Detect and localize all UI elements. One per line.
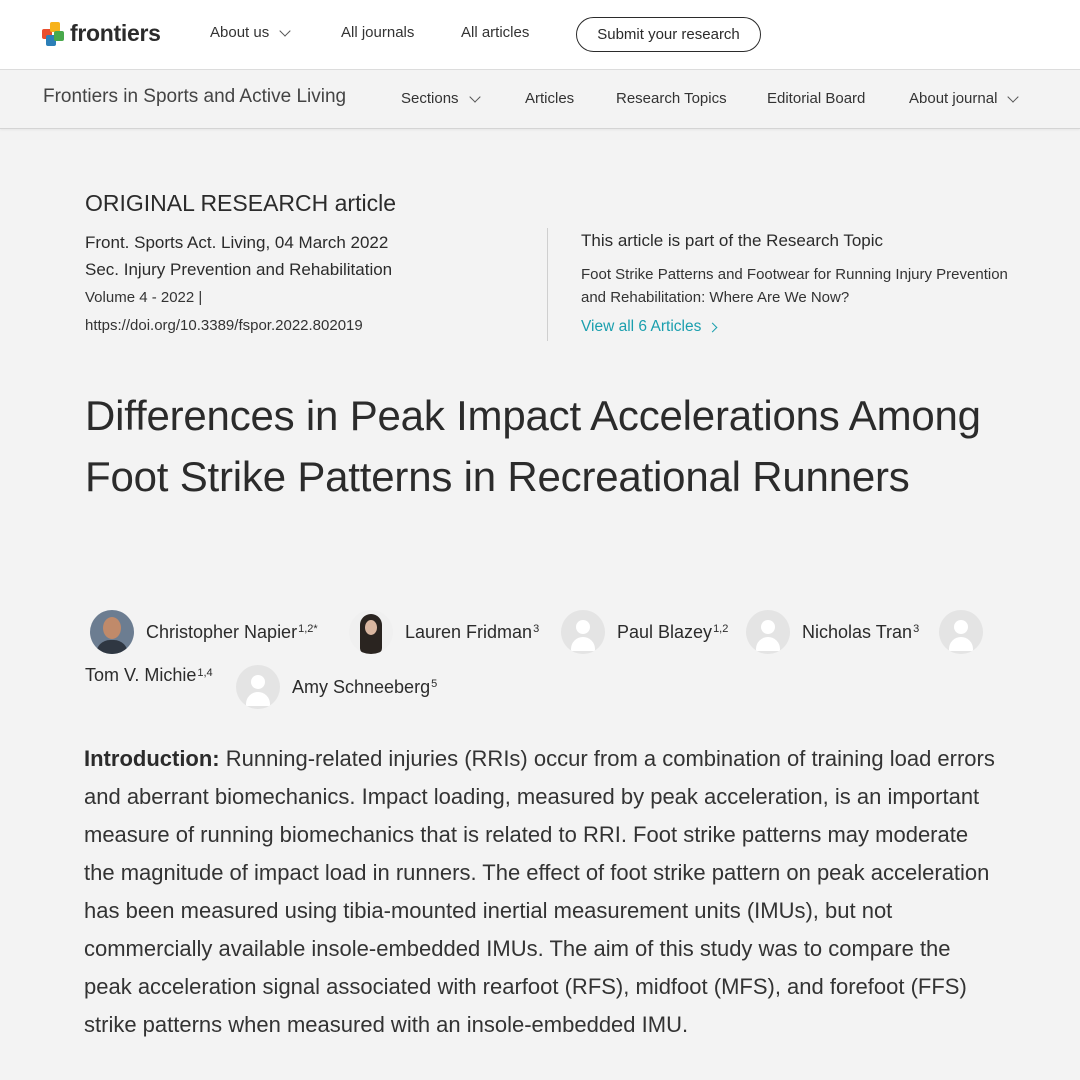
article-section[interactable]: Sec. Injury Prevention and Rehabilitation <box>85 260 393 279</box>
research-topic-heading: This article is part of the Research Topic <box>581 231 884 250</box>
journal-title[interactable]: Frontiers in Sports and Active Living <box>43 86 347 107</box>
chevron-down-icon <box>1008 91 1019 102</box>
journal-nav-sections[interactable] <box>401 90 479 107</box>
nav-about-us-label: About us <box>210 24 270 41</box>
author-christopher-napier[interactable] <box>90 610 318 654</box>
article-citation: Front. Sports Act. Living, 04 March 2022 <box>85 233 389 252</box>
author-affiliation: 1,2 <box>713 623 729 635</box>
author-affiliation: 3 <box>533 623 540 635</box>
journal-nav-bar <box>0 70 1080 129</box>
author-affiliation: 1,2* <box>298 623 318 635</box>
frontiers-logo[interactable] <box>42 20 161 47</box>
author-name: Lauren Fridman <box>405 621 533 642</box>
author-name: Amy Schneeberg <box>292 676 431 697</box>
journal-nav-about-journal[interactable] <box>909 90 1017 107</box>
user-placeholder-icon <box>939 610 983 654</box>
nav-all-articles[interactable] <box>461 24 529 41</box>
chevron-down-icon <box>469 91 480 102</box>
author-tom-michie[interactable] <box>85 665 213 686</box>
journal-nav-research-topics-label: Research Topics <box>616 90 727 107</box>
nav-all-journals-label: All journals <box>341 24 415 41</box>
nav-all-articles-label: All articles <box>461 24 530 41</box>
article-type: ORIGINAL RESEARCH article <box>85 190 396 216</box>
author-tom-michie-avatar-wrap[interactable] <box>939 610 995 654</box>
journal-nav-research-topics[interactable] <box>616 90 727 107</box>
author-affiliation: 3 <box>913 623 920 635</box>
author-affiliation: 1,4 <box>197 666 213 679</box>
author-lauren-fridman[interactable] <box>349 610 539 654</box>
author-paul-blazey[interactable] <box>561 610 728 654</box>
chevron-right-icon <box>708 322 718 332</box>
article-doi-link[interactable]: https://doi.org/10.3389/fspor.2022.802019 <box>85 317 363 334</box>
author-name: Tom V. Michie <box>85 665 197 685</box>
journal-nav-articles-label: Articles <box>525 90 575 107</box>
author-avatar <box>90 610 134 654</box>
article-volume: Volume 4 - 2022 | <box>85 289 203 306</box>
journal-nav-about-journal-label: About journal <box>909 90 998 107</box>
frontiers-logo-icon <box>42 21 66 47</box>
journal-nav-editorial-board[interactable] <box>767 90 865 107</box>
nav-about-us[interactable] <box>210 24 289 41</box>
top-header <box>0 0 1080 70</box>
abstract-introduction <box>84 740 1004 1044</box>
journal-nav-articles[interactable] <box>525 90 574 107</box>
user-placeholder-icon <box>561 610 605 654</box>
user-placeholder-icon <box>236 665 280 709</box>
view-all-articles-label: View all 6 Articles <box>581 318 702 335</box>
author-name: Paul Blazey <box>617 621 713 642</box>
author-affiliation: 5 <box>431 678 438 690</box>
author-amy-schneeberg[interactable] <box>236 665 437 709</box>
logo-text: frontiers <box>70 20 161 46</box>
submit-research-button[interactable]: Submit your research <box>576 17 761 52</box>
user-placeholder-icon <box>746 610 790 654</box>
abstract-label: Introduction: <box>84 746 220 771</box>
chevron-down-icon <box>280 25 291 36</box>
nav-all-journals[interactable] <box>341 24 414 41</box>
journal-nav-sections-label: Sections <box>401 90 459 107</box>
journal-nav-editorial-board-label: Editorial Board <box>767 90 866 107</box>
author-nicholas-tran[interactable] <box>746 610 919 654</box>
article-title: Differences in Peak Impact Accelerations Among Foot Strike Patterns in Recreational Runners <box>85 392 981 500</box>
view-all-articles-link[interactable] <box>581 318 716 336</box>
meta-divider <box>547 228 548 341</box>
author-name: Christopher Napier <box>146 621 298 642</box>
author-avatar <box>349 610 393 654</box>
author-name: Nicholas Tran <box>802 621 913 642</box>
research-topic-title[interactable]: Foot Strike Patterns and Footwear for Running Injury Prevention and Rehabilitation: Where Are We Now? <box>581 266 1008 306</box>
abstract-text: Running-related injuries (RRIs) occur from a combination of training load errors and aberrant biomechanics. Impact loading, measured by peak acceleration, is an important measure of running biomechanics that is related to RRI. Foot strike patterns may moderate the magnitude of impact load in runners. The effect of foot strike pattern on peak acceleration has been measured using tibia-mounted inertial measurement units (IMUs), but not commercially available insole-embedded IMUs. The aim of this study was to compare the peak acceleration signal associated with rearfoot (RFS), midfoot (MFS), and forefoot (FFS) strike patterns when measured with an insole-embedded IMU. <box>84 746 995 1037</box>
